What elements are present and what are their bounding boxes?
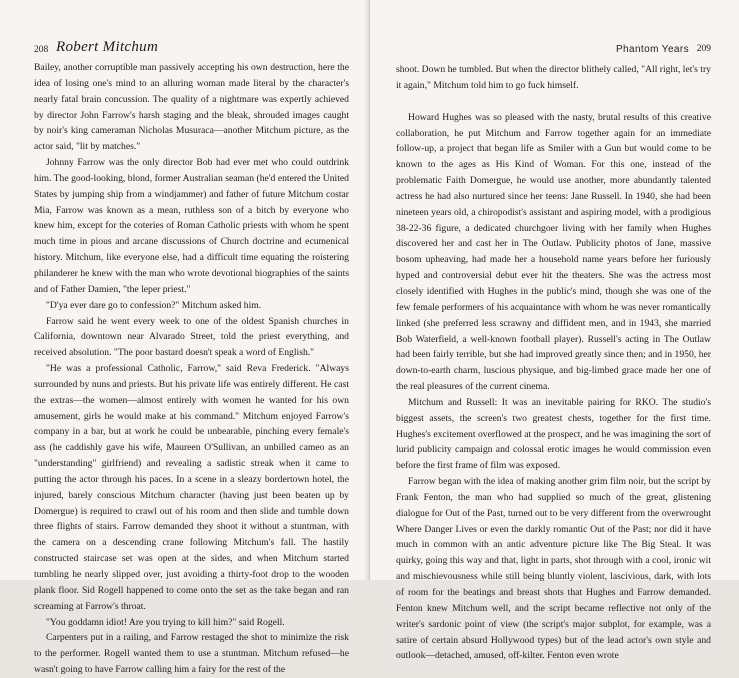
paragraph: "You goddamn idiot! Are you trying to kill him?" said Rogell.	[46, 616, 285, 628]
left-page	[0, 0, 369, 676]
paragraph: Bailey, another corruptible man passively accepting his own destruction, here the idea of losing one's mind to an alluring woman made literal by the character's nearly fatal brain concussion. The quality of a nightmare was expertly achieved by director John Farrow's harsh staging and the bleak, shrouded images caught by noir's king cameraman Nicholas Musuraca—another Mitchum picture, as the actor said, "lit by matches."	[34, 62, 349, 153]
right-page-number: 209	[696, 44, 711, 54]
left-page-number: 208	[34, 45, 49, 55]
right-running-head: Phantom Years	[615, 44, 689, 55]
right-page	[370, 0, 739, 662]
paragraph: "D'ya ever dare go to confession?" Mitchum asked him.	[46, 299, 262, 311]
left-running-header	[34, 40, 349, 60]
paragraph: Farrow began with the idea of making another grim film noir, but the script by Frank Fenton, the man who had supplied so much of the great, glistening dialogue for Out of the Past, turned out to be very different from the overwrought Where Danger Lives or even the darkly romantic Out of the Past; nor did it have much in common with an antic adventure picture like The Big Steal. It was quirky, going this way and that, light in parts, shot through with a cool, ironic wit and mischievousness while still being bluntly violent, lascivious, dark, with lots of room for the beatings and breast shots that Hughes and Farrow demanded. Fenton knew Mitchum well, and the script became reflective not only of the writer's sardonic point of view (the script's major subplot, for example, was a satire of certain absurd Hollywood types) but of the lead actor's own style and outlook—detached, amused, off-kilter. Fenton even wrote	[396, 476, 711, 662]
right-body-text	[396, 62, 711, 664]
left-running-head: Robert Mitchum	[56, 39, 159, 55]
left-body-text	[34, 60, 349, 678]
paragraph: Farrow said he went every week to one of the oldest Spanish churches in California, downtown near Alvarado Street, told the priest everything, and received absolution. "The poor bastard doesn't speak a word of English."	[34, 315, 349, 359]
paragraph: Johnny Farrow was the only director Bob had ever met who could outdrink him. The good-looking, blond, former Australian seaman (he'd entered the United States by jumping ship from a windjammer) and father of future Mitchum costar Mia, Farrow was known as a mean, ruthless son of a bitch by everyone who knew him, except for the coteries of Roman Catholic priests with whom he spent much time in pious and arcane discussions of Church doctrine and ecumenical history. Mitchum, like everyone else, had a difficult time equating the roistering philanderer he knew with the man who wrote devotional biographies of the saints and of Father Damien, "the leper priest."	[34, 157, 349, 295]
paragraph: Carpenters put in a railing, and Farrow restaged the shot to minimize the risk to the performer. Rogell wanted them to use a stuntman. Mitchum refused—he wasn't going to have Farrow calling him a fairy for the rest of the	[34, 632, 349, 676]
paragraph: shoot. Down he tumbled. But when the director blithely called, "All right, let's try it again," Mitchum told him to go fuck himself.	[396, 64, 711, 91]
right-running-header	[396, 40, 711, 60]
paragraph: Howard Hughes was so pleased with the nasty, brutal results of this creative collaboration, he put Mitchum and Farrow together again for an immediate follow-up, a project that began life as Smiler with a Gun but would come to be known to the ages as His Kind of Woman. For this one, instead of the problematic Faith Domergue, he would use another, more abundantly talented actress he had also nurtured since her teens: Jane Russell. In 1940, she had been nineteen years old, a chiropodist's assistant and aspiring model, with a prodigious 38-22-36 figure, a dedicated churchgoer living with her family when Hughes discovered her and cast her in The Outlaw. Publicity photos of Jane, massive bosom upheaving, had made her a household name years before her furiously hyped and controversial debut ever hit the theaters. She was the actress most closely identified with Hughes in the public's mind, though she was one of the few female performers of his acquaintance with whom he was never romantically linked (she preferred less scrawny and diffident men, and in 1943, she married Bob Waterfield, a well-known football player). Russell's acting in The Outlaw had been fairly terrible, but she had improved greatly since then; and in 1950, her down-to-earth charm, luscious physique, and big-limbed grace made her one of the real pleasures of the current cinema.	[396, 111, 711, 393]
paragraph: "He was a professional Catholic, Farrow," said Reva Frederick. "Always surrounded by nuns and priests. But his private life was entirely different. He cast the extras—the women—almost entirely with women he wanted for his own amusement, girls he would make at his command." Mitchum enjoyed Farrow's company in a bar, but at work he could be unbearable, pinching every female's ass (he caddishly gave his wife, Maureen O'Sullivan, an unbilled cameo as an "understanding" girlfriend) and revealing a sadistic streak when it came to putting the actor through his paces. In a scene in a sleazy bordertown hotel, the injured, barely conscious Mitchum character (having just been beaten up by Domergue) is required to crawl out of his room and then slide and tumble down three flights of stairs. Farrow demanded they shoot it without a stuntman, with the camera on a descending crane following Mitchum's fall. The hastily constructed staircase set was open at the sides, and when Mitchum started tumbling he nearly slipped over, just avoiding a thirty-foot drop to the wooden plank floor. Sid Rogell happened to come onto the set as the take began and ran screaming at Farrow's throat.	[34, 363, 349, 612]
paragraph: Mitchum and Russell: It was an inevitable pairing for RKO. The studio's biggest assets, the screen's two greatest chests, together for the first time. Hughes's excitement overflowed at the prospect, and he was imagining the sort of lurid publicity campaign and colossal erotic images he would commission even before the first frame of film was exposed.	[396, 396, 711, 472]
